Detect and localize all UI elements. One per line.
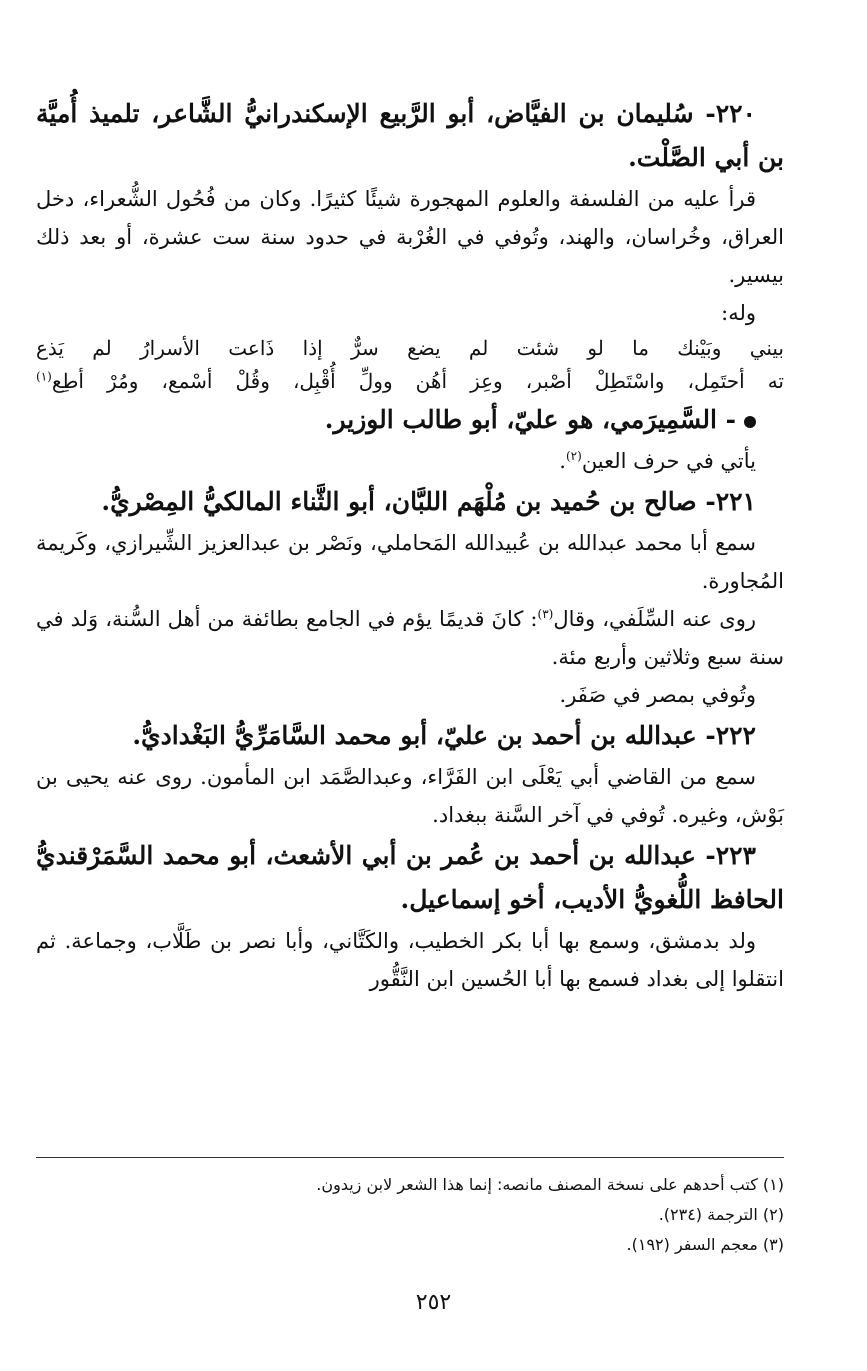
footnote-1: (١) كتب أحدهم على نسخة المصنف مانصه: إنما هذا الشعر لابن زيدون. — [316, 1175, 784, 1194]
cross-reference-note-text: يأتي في حرف العين — [581, 449, 756, 473]
verse-line-2 — [36, 365, 784, 398]
page-body — [36, 92, 784, 998]
footnote-ref-3: (٣) — [537, 607, 554, 621]
entry-221-text-1: سمع أبا محمد عبدالله بن عُبيدالله المَحاملي، ونَصْر بن عبدالعزيز الشِّيرازي، وكَريمة المُجاورة. — [36, 531, 784, 593]
cross-reference-text: - السَّمِيرَمي، هو عليّ، أبو طالب الوزير. — [324, 405, 736, 434]
footnote-divider — [36, 1157, 784, 1158]
footnote-ref-2: (٢) — [565, 449, 582, 463]
entry-221-text-2a: روى عنه السِّلَفي، وقال — [553, 607, 757, 631]
entry-221-text-2b: : كانَ قديمًا يؤم في الجامع بطائفة من أهل السُّنة، وَلد في سنة سبع وثلاثين وأربع مئة. — [36, 607, 784, 669]
verse-line-1: بيني وبَيْنك ما لو شئت لم يضع سرٌّ إذا ذَاعت الأسرارُ لم يَذع — [36, 336, 784, 360]
verse-line-2-text: ته أحتَمِل، واسْتَطِلْ أصْبر، وعِز أهُن وولِّ أُقْبِل، وقُلْ أسْمع، ومُرْ أطِع — [51, 369, 784, 393]
footnote-ref-1: (١) — [36, 369, 52, 384]
footnote-3: (٣) معجم السفر (١٩٢). — [626, 1235, 784, 1254]
footnotes — [36, 1170, 784, 1260]
entry-220-text: قرأ عليه من الفلسفة والعلوم المهجورة شيئًا كثيرًا. وكان من فُحُول الشُّعراء، دخل العراق، وخُراسان، والهند، وتُوفي في الغُرْبة في حدود سنة ست عشرة، أو بعد ذلك بيسير. — [36, 187, 784, 287]
cross-reference-note: يأتي في حرف العين$^{(٢)}$. — [559, 449, 756, 473]
page-number: ٢٥٢ — [415, 1290, 452, 1315]
entry-221-heading: ٢٢١- صالح بن حُميد بن مُلْهَم اللبَّان، أبو الثَّناء المالكيُّ المِصْريُّ. — [101, 487, 756, 516]
entry-223-text: ولد بدمشق، وسمع بها أبا بكر الخطيب، والكَتَّاني، وأبا نصر بن طَلَّاب، وجماعة. ثم انتقلوا إلى بغداد فسمع بها أبا الحُسين ابن النَّقُّور — [36, 929, 784, 991]
cross-reference-heading — [36, 398, 784, 442]
entry-222-heading: ٢٢٢- عبدالله بن أحمد بن عليّ، أبو محمد السَّامَرِّيُّ البَغْداديُّ. — [132, 721, 756, 750]
bullet-icon — [744, 416, 756, 428]
entry-220-heading: ٢٢٠- سُليمان بن الفيَّاض، أبو الرَّبيع الإسكندرانيُّ الشَّاعر، تلميذ أُميَّة بن أبي الصَّلْت. — [36, 99, 784, 172]
entry-220-verse-intro: وله: — [721, 301, 756, 325]
entry-221-text-3: وتُوفي بمصر في صَفَر. — [559, 683, 756, 707]
entry-221-text-2 — [36, 600, 784, 676]
entry-222-text: سمع من القاضي أبي يَعْلَى ابن الفَرَّاء، وعبدالصَّمَد ابن المأمون. روى عنه يحيى بن بَوْش، وغيره. تُوفي في آخر السَّنة ببغداد. — [36, 765, 784, 827]
footnote-2: (٢) الترجمة (٢٣٤). — [658, 1205, 784, 1224]
entry-223-heading: ٢٢٣- عبدالله بن أحمد بن عُمر بن أبي الأشعث، أبو محمد السَّمَرْقنديُّ الحافظ اللُّغويُّ الأديب، أخو إسماعيل. — [36, 841, 784, 914]
